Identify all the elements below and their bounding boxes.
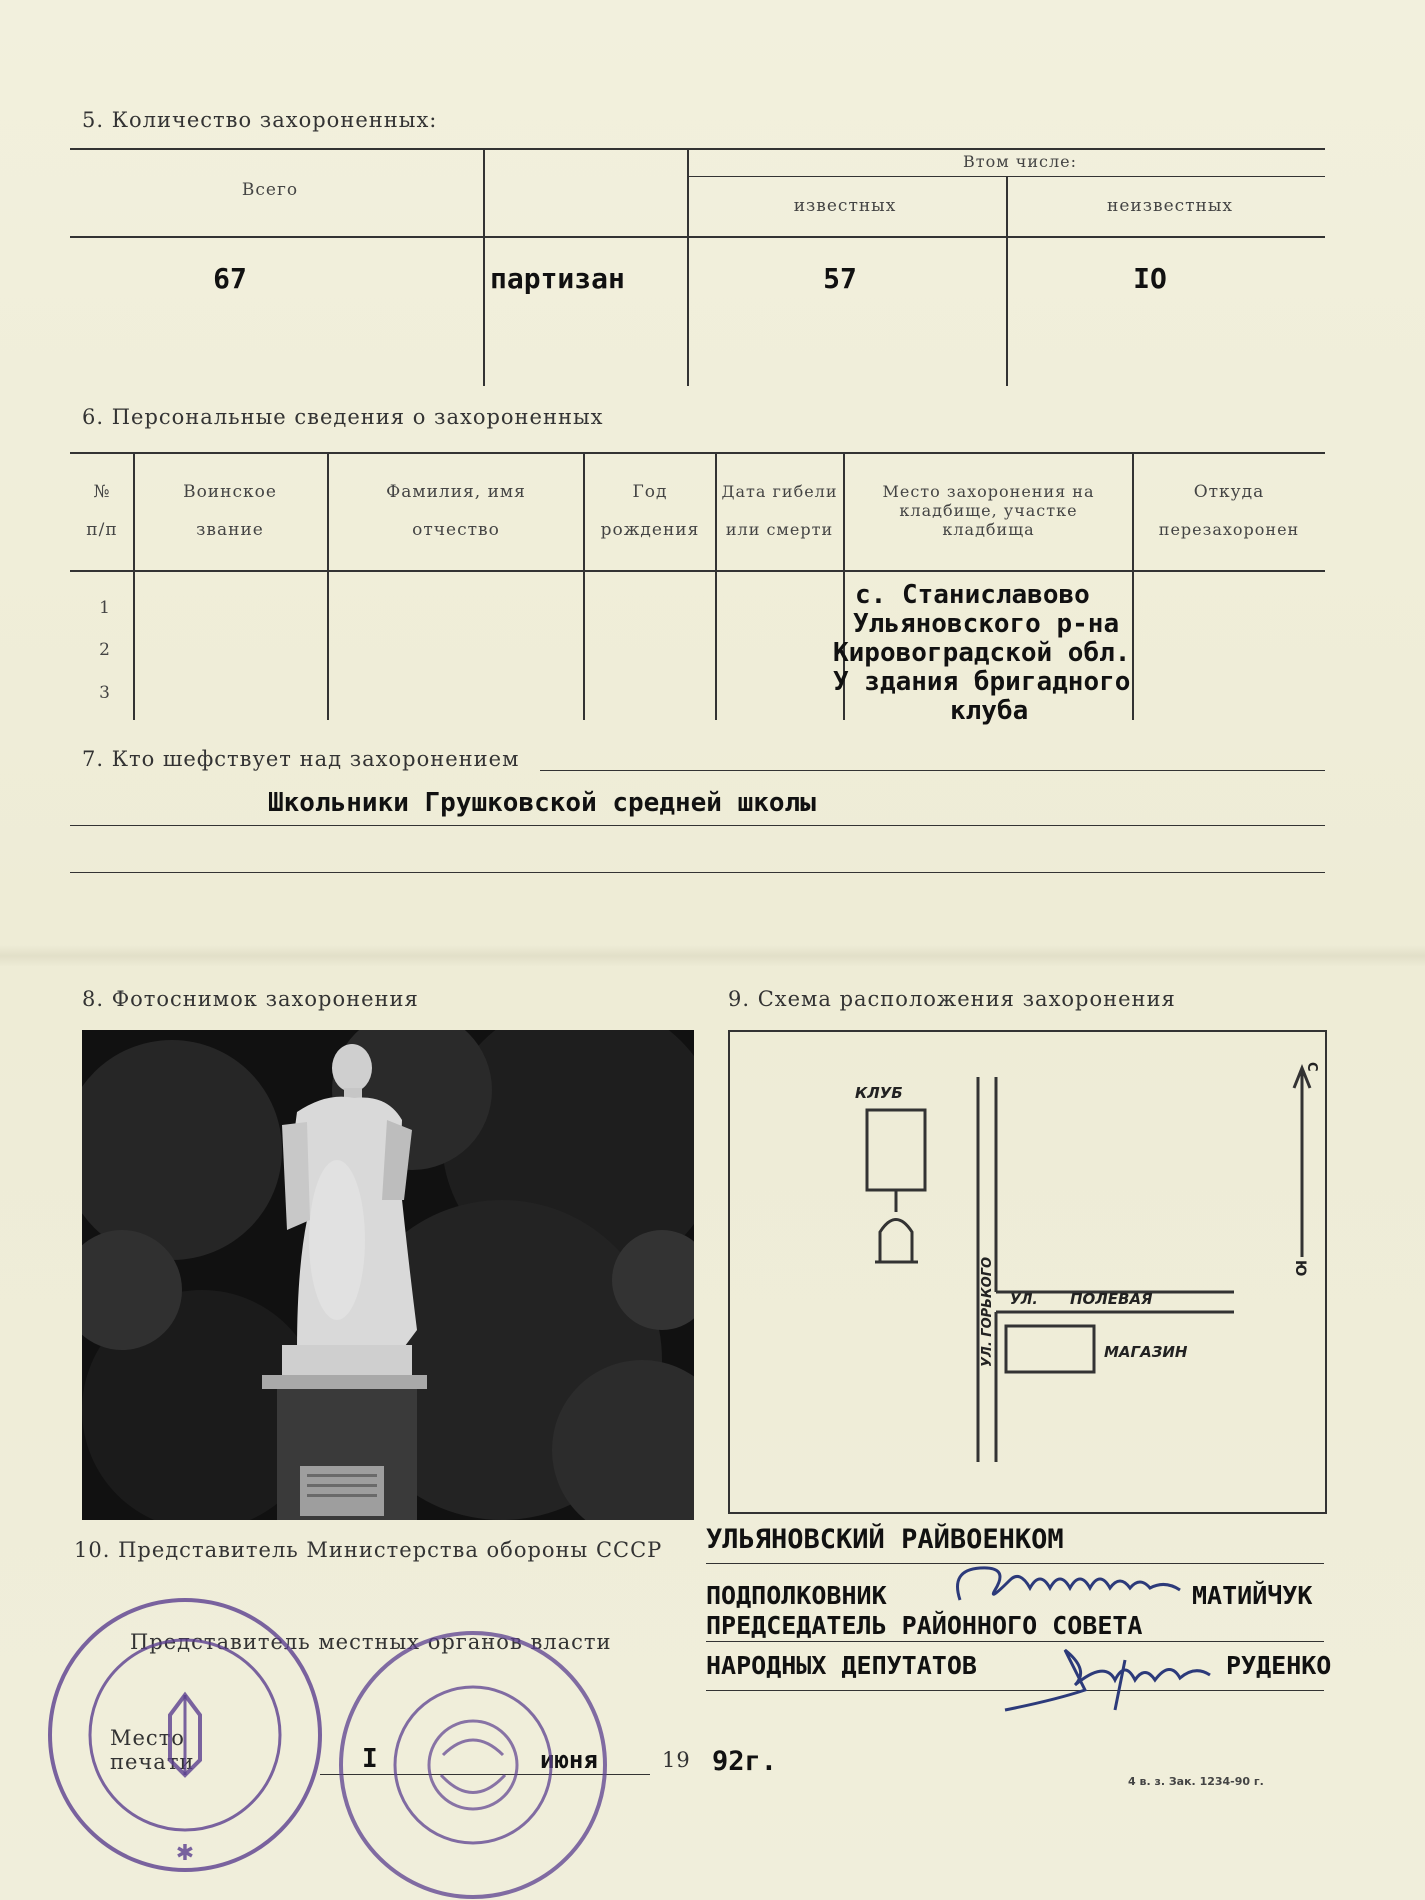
section5-title: 5. Количество захороненных: <box>82 108 438 132</box>
stamp-place-label: Место <box>110 1726 185 1750</box>
header-unknown: неизвестных <box>1107 196 1233 216</box>
shop-label: МАГАЗИН <box>1104 1343 1188 1361</box>
header-date-2: или смерти <box>725 520 834 539</box>
burial-place-line: Кировоградской обл. <box>833 638 1131 668</box>
header-date: Дата гибели <box>721 482 838 501</box>
section7-line <box>540 770 1325 771</box>
table6-col-divider <box>583 452 585 720</box>
military-office-stamp: УЛЬЯНОВСКИЙ РАЙВОЕНКОМ <box>706 1524 1064 1555</box>
chairman-name: РУДЕНКО <box>1226 1651 1332 1680</box>
header-name: Фамилия, имя <box>386 482 526 502</box>
row-number: 2 <box>99 640 111 660</box>
north-label: С <box>1304 1062 1319 1072</box>
header-place-3: кладбища <box>942 520 1035 539</box>
scheme-drawing <box>730 1032 1325 1512</box>
value-known: 57 <box>823 262 857 295</box>
print-info: 4 в. з. Зак. 1234-90 г. <box>1128 1775 1264 1788</box>
south-label: Ю <box>1292 1260 1308 1277</box>
chairman-line: ПРЕДСЕДАТЕЛЬ РАЙОННОГО СОВЕТА <box>706 1611 1143 1640</box>
date-day: I <box>362 1744 378 1774</box>
table5-col-divider <box>687 148 689 386</box>
monument-icon <box>880 1220 912 1263</box>
section7-title: 7. Кто шефствует над захоронением <box>82 747 520 771</box>
stamp-place-label-2: печати <box>110 1750 195 1774</box>
shop-building <box>1006 1326 1094 1372</box>
value-total: 67 <box>213 262 247 295</box>
emblem-icon <box>429 1721 517 1809</box>
street-gorky-label: УЛ. ГОРЬКОГО <box>980 1256 995 1367</box>
street-polevaya-label: ПОЛЕВАЯ <box>1070 1290 1153 1308</box>
burial-scheme <box>728 1030 1327 1514</box>
header-rank: Воинское <box>183 482 277 502</box>
header-from: Откуда <box>1193 482 1265 502</box>
club-building <box>867 1110 925 1190</box>
table6-col-divider <box>327 452 329 720</box>
date-year-suffix: 92г. <box>712 1746 778 1777</box>
header-name-2: отчество <box>412 520 500 540</box>
burial-place-line: с. Станиславово <box>855 580 1090 610</box>
row-number: 1 <box>99 598 111 618</box>
section7-line <box>70 872 1325 873</box>
section9-title: 9. Схема расположения захоронения <box>728 987 1176 1011</box>
table5-top-line <box>70 148 1325 150</box>
street-polevaya-prefix: УЛ. <box>1010 1292 1038 1308</box>
header-place: Место захоронения на <box>882 482 1095 501</box>
local-authority-label: Представитель местных органов власти <box>130 1630 612 1654</box>
table5-col-divider <box>483 148 485 386</box>
value-category: партизан <box>490 262 625 295</box>
military-commissariat-stamp <box>333 1625 613 1900</box>
date-month: июня <box>540 1746 598 1774</box>
officer-rank: ПОДПОЛКОВНИК <box>706 1581 887 1610</box>
signature-officer <box>940 1560 1210 1610</box>
header-total: Всего <box>241 180 299 200</box>
memorial-photo-image <box>82 1030 694 1520</box>
header-rank-2: звание <box>196 520 264 540</box>
section8-title: 8. Фотоснимок захоронения <box>82 987 419 1011</box>
header-known: известных <box>793 196 897 216</box>
table6-top-line <box>70 452 1325 454</box>
table6-header-line <box>70 570 1325 572</box>
header-place-2: кладбище, участке <box>899 501 1078 520</box>
district-administration-stamp <box>40 1585 330 1885</box>
header-from-2: перезахоронен <box>1158 520 1300 539</box>
patron-value: Школьники Грушковской средней школы <box>268 788 816 818</box>
memorial-photo <box>82 1030 694 1520</box>
table5-header-line <box>70 236 1325 238</box>
table5-col-divider <box>1006 177 1008 386</box>
section7-line <box>70 825 1325 826</box>
burial-place-line: У здания бригадного <box>833 667 1131 697</box>
header-year: Год <box>632 482 668 502</box>
signature-chairman <box>995 1640 1235 1720</box>
row-number: 3 <box>99 683 111 703</box>
date-year-prefix: 19 <box>662 1748 691 1772</box>
header-year-2: рождения <box>600 520 700 540</box>
club-label: КЛУБ <box>855 1084 903 1102</box>
value-unknown: IO <box>1133 262 1167 295</box>
section6-title: 6. Персональные сведения о захороненных <box>82 405 604 429</box>
chairman-line-2: НАРОДНЫХ ДЕПУТАТОВ <box>706 1651 977 1680</box>
burial-place-line: Ульяновского р-на <box>853 609 1120 639</box>
officer-name: МАТИЙЧУК <box>1192 1581 1313 1610</box>
burial-place-line: клуба <box>950 696 1029 726</box>
header-num-2: п/п <box>86 520 118 540</box>
section10-title: 10. Представитель Министерства обороны СССР <box>74 1538 663 1562</box>
paper-fold <box>0 945 1425 967</box>
header-in-number: Втом числе: <box>963 152 1077 171</box>
header-num: № <box>93 482 111 502</box>
asterisk-icon: ✱ <box>175 1841 195 1866</box>
